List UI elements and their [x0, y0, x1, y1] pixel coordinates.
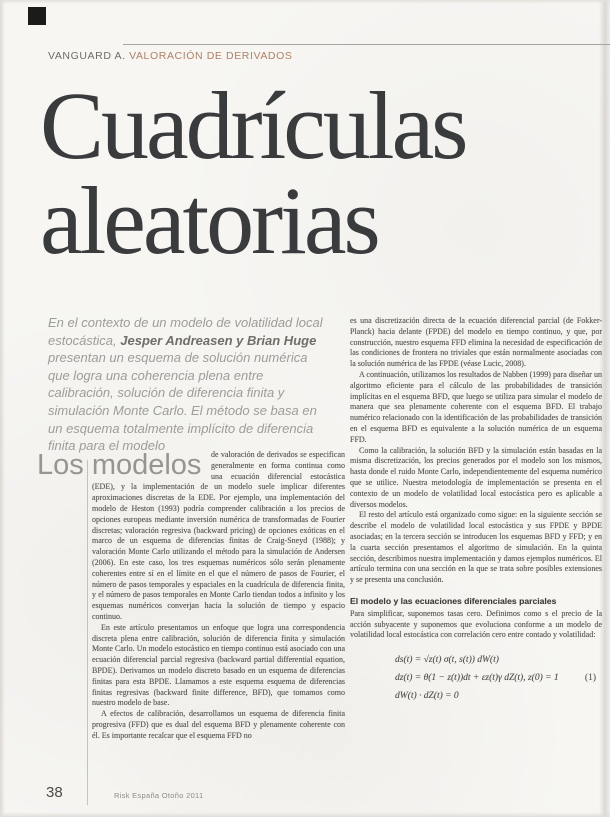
header-rule	[123, 44, 610, 45]
scan-crease-line	[87, 460, 88, 805]
scan-registration-mark	[28, 7, 46, 25]
scan-edge-bottom	[0, 812, 610, 817]
section-subheading: El modelo y las ecuaciones diferenciales parciales	[350, 595, 557, 606]
paragraph: Para simplificar, suponemos tasas cero. Definimos como s el precio de la acción subyacente y suponemos que evoluciona conforme a un modelo de volatilidad local estocástica con correlación cero entre contado y volatilidad:	[350, 608, 602, 640]
article-title-line2: aleatorias	[40, 167, 378, 274]
standfirst	[48, 314, 332, 455]
right-column	[350, 316, 602, 705]
lead-heading: Los modelos	[37, 449, 202, 481]
page-number: 38	[46, 784, 63, 801]
lead-paragraph	[37, 449, 345, 623]
article-title-line1: Cuadrículas	[40, 72, 466, 179]
paragraph: es una discretización directa de la ecuación diferencial parcial (de Fokker-Planck) hacia delante (FPDE) del modelo en tiempo continuo, y que, por construcción, nuestro esquema FFD elimina la necesidad de especificación de las condiciones de frontera no triviales que están normalmente asociadas con la solución numérica de las FPDE (véase Lucic, 2008).	[350, 316, 602, 369]
equation-dwdz: dW(t) · dZ(t) = 0	[395, 691, 459, 702]
standfirst-text-before: En el contexto de un modelo de volatilidad local estocástica,	[48, 315, 323, 348]
equation-block	[350, 651, 602, 705]
equation-ds: ds(t) = √z(t) σ(t, s(t)) dW(t)	[395, 655, 499, 666]
paragraph: Como la calibración, la solución BFD y la simulación están basadas en la misma discretización, los precios generados por el modelo son los mismos, hasta donde el ruido Monte Carlo, independientemente del esquema numérico que se utilice. Nuestra metodología de implementación se presenta en el contexto de un modelo de volatilidad local estocástica pero es aplicable a diversos modelos.	[350, 445, 602, 509]
paragraph: A efectos de calibración, desarrollamos un esquema de diferencia finita progresiva (FFD) que es dual del esquema BFD y plenamente coherente con él. Es importante recalcar que el esquema FFD no	[92, 709, 345, 740]
kicker-brand: VANGUARD A.	[48, 50, 126, 62]
author-names: Jesper Andreasen y Brian Huge	[120, 332, 317, 348]
paragraph: El resto del artículo está organizado como sigue: en la siguiente sección se describe el modelo de volatilidad local estocástica y sus FPDE y BPDE asociadas; en la tercera sección se introducen los esquemas BFD y FFD; y en la cuarta sección presentamos el algoritmo de simulación. En la quinta sección, describimos nuestra implementación y damos ejemplos numéricos. El artículo termina con una sección en la que se trata sobre posibles extensiones y se presenta una conclusión.	[350, 510, 602, 585]
kicker-section: VALORACIÓN DE DERIVADOS	[129, 50, 293, 62]
section-kicker	[48, 50, 292, 62]
article-title	[40, 72, 600, 274]
left-column	[37, 449, 345, 742]
journal-footer: Risk España Otoño 2011	[114, 791, 204, 800]
paragraph-text: de valoración de derivados se especifican generalmente en forma continua como una ecuación diferencial estocástica (EDE), y la implementación de un modelo suele implicar diferentes aproximaciones discretas de la EDE. Por ejemplo, una implementación del modelo de Heston (1993) podría comprender calibración a los precios de opciones europeas mediante inversión numérica de transformadas de Fourier discretas; valoración regresiva (backward pricing) de opciones exóticas en el marco de un esquema de diferencias finitas de Craig-Sneyd (1988); y valoración Monte Carlo utilizando el método para la simulación de Andersen (2006). En este caso, los tres esquemas numéricos sólo serán plenamente coherentes entre sí en el límite en el que el número de pasos de Fourier, el número de pasos temporales y espaciales en la cuadrícula de diferencia finita, y el número de pasos temporales en Monte Carlo tiendan todos a infinito y los esquemas numéricos converjan hacia la solución de tiempo y espacio continuo.	[92, 450, 345, 621]
equation-number: (1)	[584, 673, 596, 684]
paragraph: A continuación, utilizamos los resultados de Nabben (1999) para diseñar un algoritmo eficiente para el cálculo de las probabilidades de transición implícitas en el esquema BFD, que luego se utiliza para simular el modelo de manera que sea plenamente coherente con el esquema BFD. El trabajo numérico relacionado con la identificación de las probabilidades de transición en el esquema BFD es equivalente a la solución numérica de un esquema FFD.	[350, 369, 602, 444]
scan-edge-top	[0, 0, 610, 4]
equation-dz	[395, 669, 596, 687]
standfirst-text-after: presentan un esquema de solución numérica que logra una coherencia plena entre calibración, solución de diferencia finita y simulación Monte Carlo. El método se basa en un esquema totalmente implícito de diferencia finita para el modelo	[48, 350, 317, 454]
paragraph: En este artículo presentamos un enfoque que logra una correspondencia discreta plena entre calibración, solución de diferencia finita y simulación Monte Carlo. Un modelo estocástico en tiempo continuo está asociado con una ecuación diferencial parcial regresiva (backward partial differential equation, BPDE). Derivamos un modelo discreto basado en un esquema de diferencias finitas para esta BPDE. Llamamos a este esquema esquema de diferencias finitas regresivas (backward finite difference, BFD), que tomamos como nuestro modelo de base.	[92, 622, 345, 708]
equation-dz-text: dz(t) = θ(1 − z(t))dt + εz(t)γ dZ(t), z(0) = 1	[395, 673, 559, 684]
